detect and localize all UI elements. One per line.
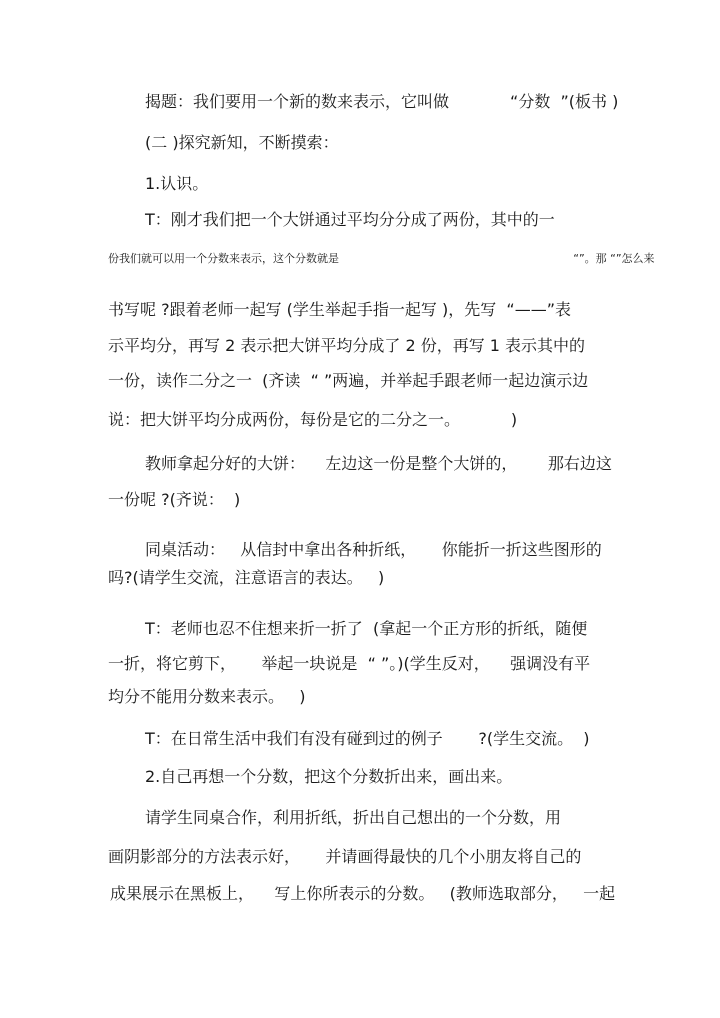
text-line: 一份呢 ?(齐说： ) — [108, 490, 241, 509]
text-line: 吗?(请学生交流，注意语言的表达。 ) — [108, 568, 385, 587]
text-line: 教师拿起分好的大饼： 左边这一份是整个大饼的， 那右边这 — [145, 454, 612, 473]
text-line: T：刚才我们把一个大饼通过平均分分成了两份，其中的一 — [145, 210, 555, 229]
text-line: 说：把大饼平均分成两份，每份是它的二分之一。 ) — [108, 410, 518, 429]
text-line: T：在日常生活中我们有没有碰到过的例子 ?(学生交流。 ) — [145, 729, 590, 748]
text-line: 书写呢 ?跟着老师一起写 (学生举起手指一起写 )，先写 “——”表 — [108, 300, 571, 319]
text-line: 同桌活动： 从信封中拿出各种折纸， 你能折一折这些图形的 — [145, 540, 602, 559]
text-line: 请学生同桌合作，利用折纸，折出自己想出的一个分数，用 — [145, 808, 562, 827]
text-line: 成果展示在黑板上， 写上你所表示的分数。 (教师选取部分， 一起 — [110, 884, 616, 903]
text-line: 示平均分，再写 2 表示把大饼平均分成了 2 份，再写 1 表示其中的 — [108, 336, 586, 355]
subsection-heading: 2.自己再想一个分数，把这个分数折出来，画出来。 — [145, 767, 513, 786]
text-line: 份我们就可以用一个分数来表示，这个分数就是 “”。那 “”怎么来 — [108, 252, 655, 265]
section-heading: (二 )探究新知，不断摸索： — [145, 133, 339, 152]
text-line: T：老师也忍不住想来折一折了 (拿起一个正方形的折纸，随便 — [145, 619, 588, 638]
subsection-heading: 1.认识。 — [145, 174, 209, 193]
text-line: 一份，读作二分之一 (齐读 “ ”两遍，并举起手跟老师一起边演示边 — [108, 371, 589, 390]
text-line: 均分不能用分数来表示。 ) — [108, 687, 306, 706]
text-line: 画阴影部分的方法表示好， 并请画得最快的几个小朋友将自己的 — [108, 847, 582, 866]
text-line: 一折，将它剪下， 举起一块说是 “ ”。)(学生反对， 强调没有平 — [108, 654, 591, 673]
text-line: 揭题：我们要用一个新的数来表示，它叫做 “分数 ”(板书 ) — [145, 92, 619, 111]
